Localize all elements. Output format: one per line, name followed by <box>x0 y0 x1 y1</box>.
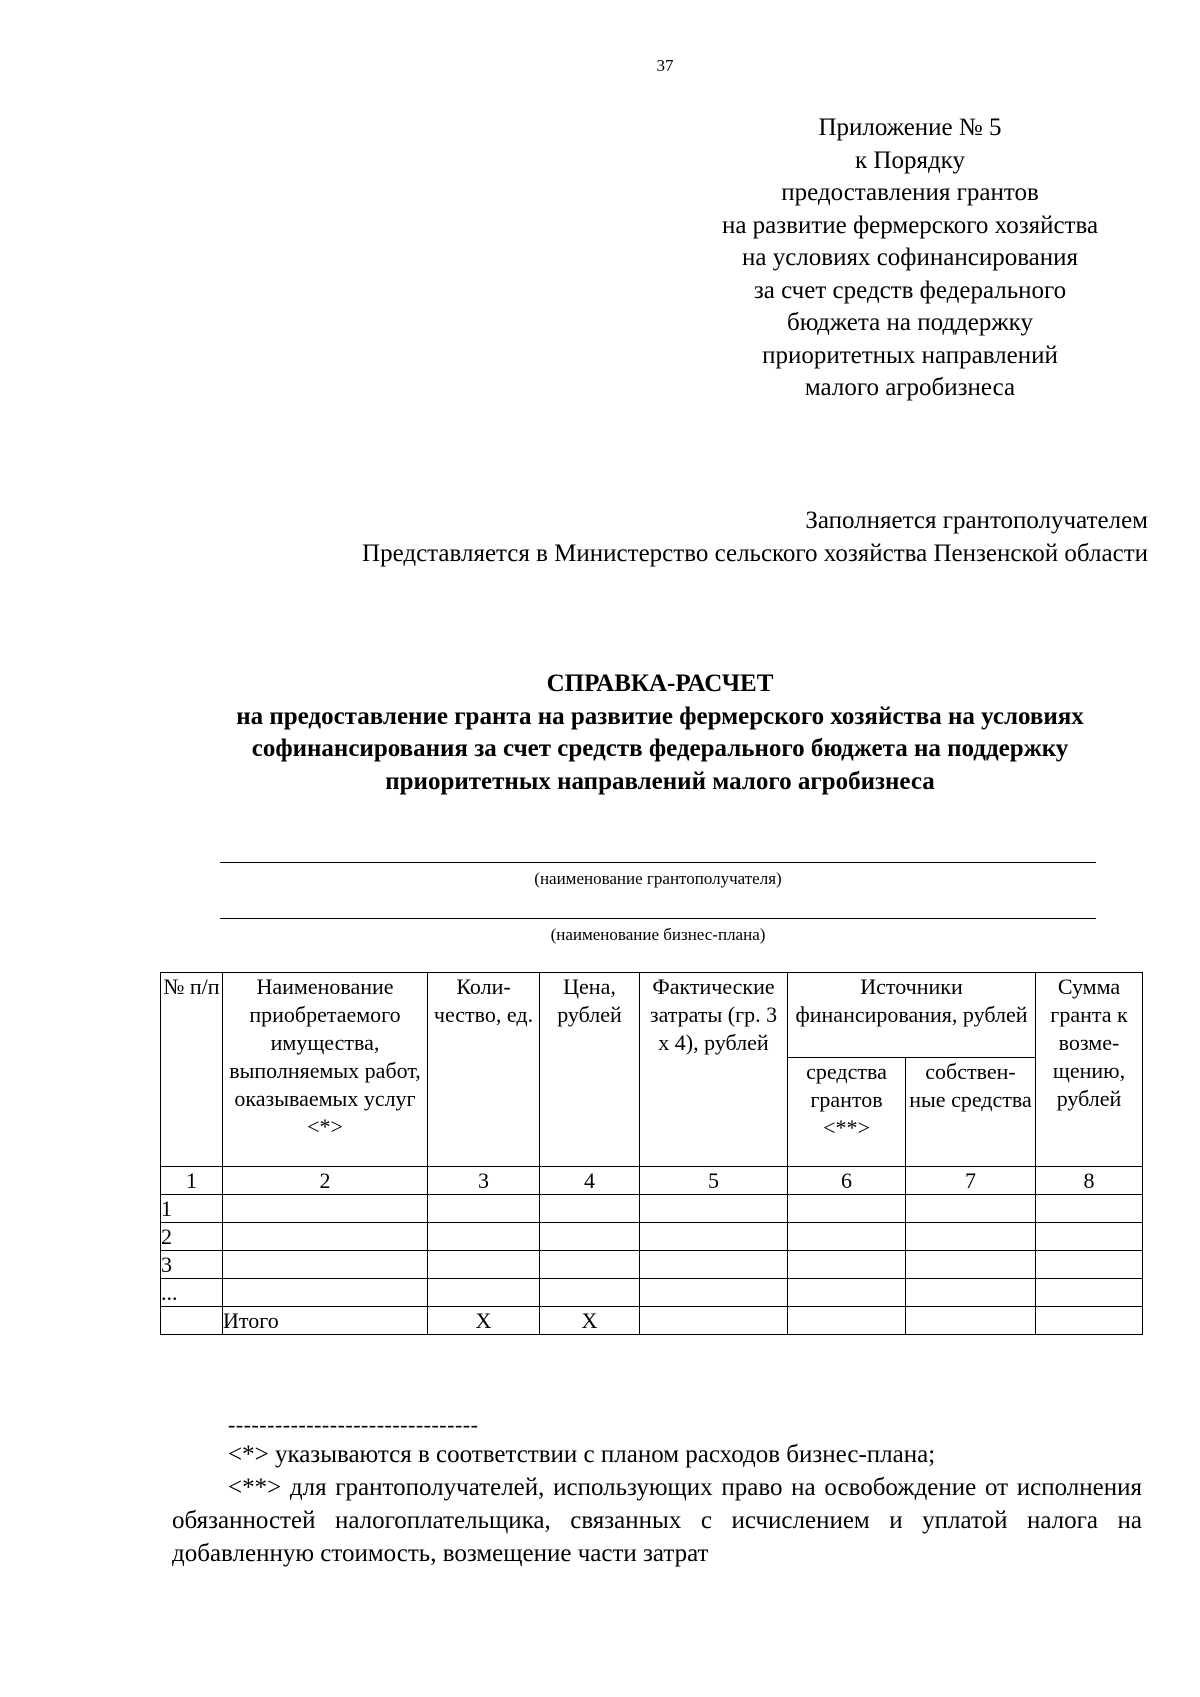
table-cell: ... <box>161 1279 223 1307</box>
filler-line-2: Представляется в Министерство сельского хозяйства Пензенской области <box>362 539 1148 567</box>
column-number: 2 <box>223 1167 428 1195</box>
table-cell <box>640 1279 788 1307</box>
appendix-line: приоритетных направлений <box>762 341 1058 369</box>
document-title <box>160 668 1160 798</box>
table-row <box>161 1279 1143 1307</box>
column-number: 3 <box>428 1167 540 1195</box>
table-cell <box>428 1279 540 1307</box>
title-line: софинансирования за счет средств федерального бюджета на поддержку <box>251 735 1069 762</box>
table-cell <box>640 1251 788 1279</box>
appendix-line: малого агробизнеса <box>804 374 1016 401</box>
table-cell <box>640 1223 788 1251</box>
table-cell <box>223 1223 428 1251</box>
appendix-line: к Порядку <box>855 146 965 174</box>
table-cell <box>906 1307 1036 1335</box>
table-cell <box>640 1195 788 1223</box>
column-number: 7 <box>906 1167 1036 1195</box>
appendix-line: за счет средств федерального <box>753 276 1067 304</box>
appendix-line: на условиях софинансирования <box>741 244 1079 271</box>
total-label: Итого <box>223 1307 428 1335</box>
appendix-line: Приложение № 5 <box>818 114 1002 141</box>
table-cell <box>640 1307 788 1335</box>
header-actual-costs: Фактические затраты (гр. 3 х 4), рублей <box>640 973 788 1167</box>
appendix-line: на развитие фермерского хозяйства <box>721 211 1099 239</box>
page-number: 37 <box>656 56 674 75</box>
header-grant-funds: средства грантов <**> <box>788 1058 906 1167</box>
header-price: Цена, рублей <box>540 973 640 1167</box>
column-number: 5 <box>640 1167 788 1195</box>
calculation-table <box>160 972 1143 1335</box>
table-cell <box>223 1195 428 1223</box>
table-cell <box>788 1251 906 1279</box>
header-grant-sum: Сумма гранта к возме-щению, рублей <box>1036 973 1143 1167</box>
grantee-name-caption: (наименование грантополучателя) <box>534 869 782 888</box>
table-cell: 2 <box>161 1223 223 1251</box>
table-cell <box>906 1223 1036 1251</box>
filler-line-1: Заполняется грантополучателем <box>805 507 1148 534</box>
column-number: 1 <box>161 1167 223 1195</box>
table-cell <box>788 1223 906 1251</box>
header-item-name: Наименование приобретаемого имущества, выполняемых работ, оказываемых услуг <*> <box>223 973 428 1167</box>
table-header-row <box>161 973 1143 1058</box>
table-cell <box>1036 1307 1143 1335</box>
footnote-separator: -------------------------------- <box>228 1412 479 1437</box>
header-quantity: Коли-чество, ед. <box>428 973 540 1167</box>
table-cell: 3 <box>161 1251 223 1279</box>
table-cell <box>1036 1195 1143 1223</box>
table-total-row <box>161 1307 1143 1335</box>
business-plan-caption: (наименование бизнес-плана) <box>550 925 766 944</box>
table-cell <box>540 1251 640 1279</box>
table-cell <box>1036 1251 1143 1279</box>
table-cell: 1 <box>161 1195 223 1223</box>
title-heading: СПРАВКА-РАСЧЕТ <box>546 670 774 697</box>
table-cell <box>223 1279 428 1307</box>
table-cell <box>788 1279 906 1307</box>
table-cell <box>540 1195 640 1223</box>
header-number: № п/п <box>161 973 223 1167</box>
table-row <box>161 1195 1143 1223</box>
table-cell <box>1036 1223 1143 1251</box>
table-cell: Х <box>540 1307 640 1335</box>
appendix-line: предоставления грантов <box>781 179 1039 206</box>
table-cell <box>428 1251 540 1279</box>
business-plan-line <box>220 918 1096 919</box>
grantee-name-line <box>220 862 1096 863</box>
filler-note <box>362 505 1148 570</box>
table-cell <box>223 1251 428 1279</box>
table-cell: Х <box>428 1307 540 1335</box>
table-row <box>161 1223 1143 1251</box>
header-own-funds: собствен-ные средства <box>906 1058 1036 1167</box>
table-cell <box>161 1307 223 1335</box>
footnote-2: <**> для грантополучателей, использующих право на освобождение от исполнения обязанностей налогоплательщика, связанных с исчислением и уплатой налога на добавленную стоимость, возмещение части затрат <box>172 1474 1142 1567</box>
title-line: на предоставление гранта на развитие фермерского хозяйства на условиях <box>236 702 1084 730</box>
table-cell <box>788 1307 906 1335</box>
table-cell <box>540 1223 640 1251</box>
footnotes <box>172 1438 1142 1570</box>
table-cell <box>906 1251 1036 1279</box>
appendix-line: бюджета на поддержку <box>787 309 1033 336</box>
table-cell <box>906 1279 1036 1307</box>
table-cell <box>906 1195 1036 1223</box>
appendix-header <box>680 112 1140 405</box>
column-number: 8 <box>1036 1167 1143 1195</box>
title-line: приоритетных направлений малого агробизнеса <box>385 767 935 795</box>
column-number: 6 <box>788 1167 906 1195</box>
table-cell <box>1036 1279 1143 1307</box>
column-number-row <box>161 1167 1143 1195</box>
column-number: 4 <box>540 1167 640 1195</box>
table-cell <box>540 1279 640 1307</box>
table-cell <box>788 1195 906 1223</box>
table-cell <box>428 1195 540 1223</box>
header-funding-sources: Источники финансирования, рублей <box>788 973 1036 1058</box>
table-row <box>161 1251 1143 1279</box>
table-cell <box>428 1223 540 1251</box>
footnote-1: <*> указываются в соответствии с планом расходов бизнес-плана; <box>228 1441 936 1468</box>
